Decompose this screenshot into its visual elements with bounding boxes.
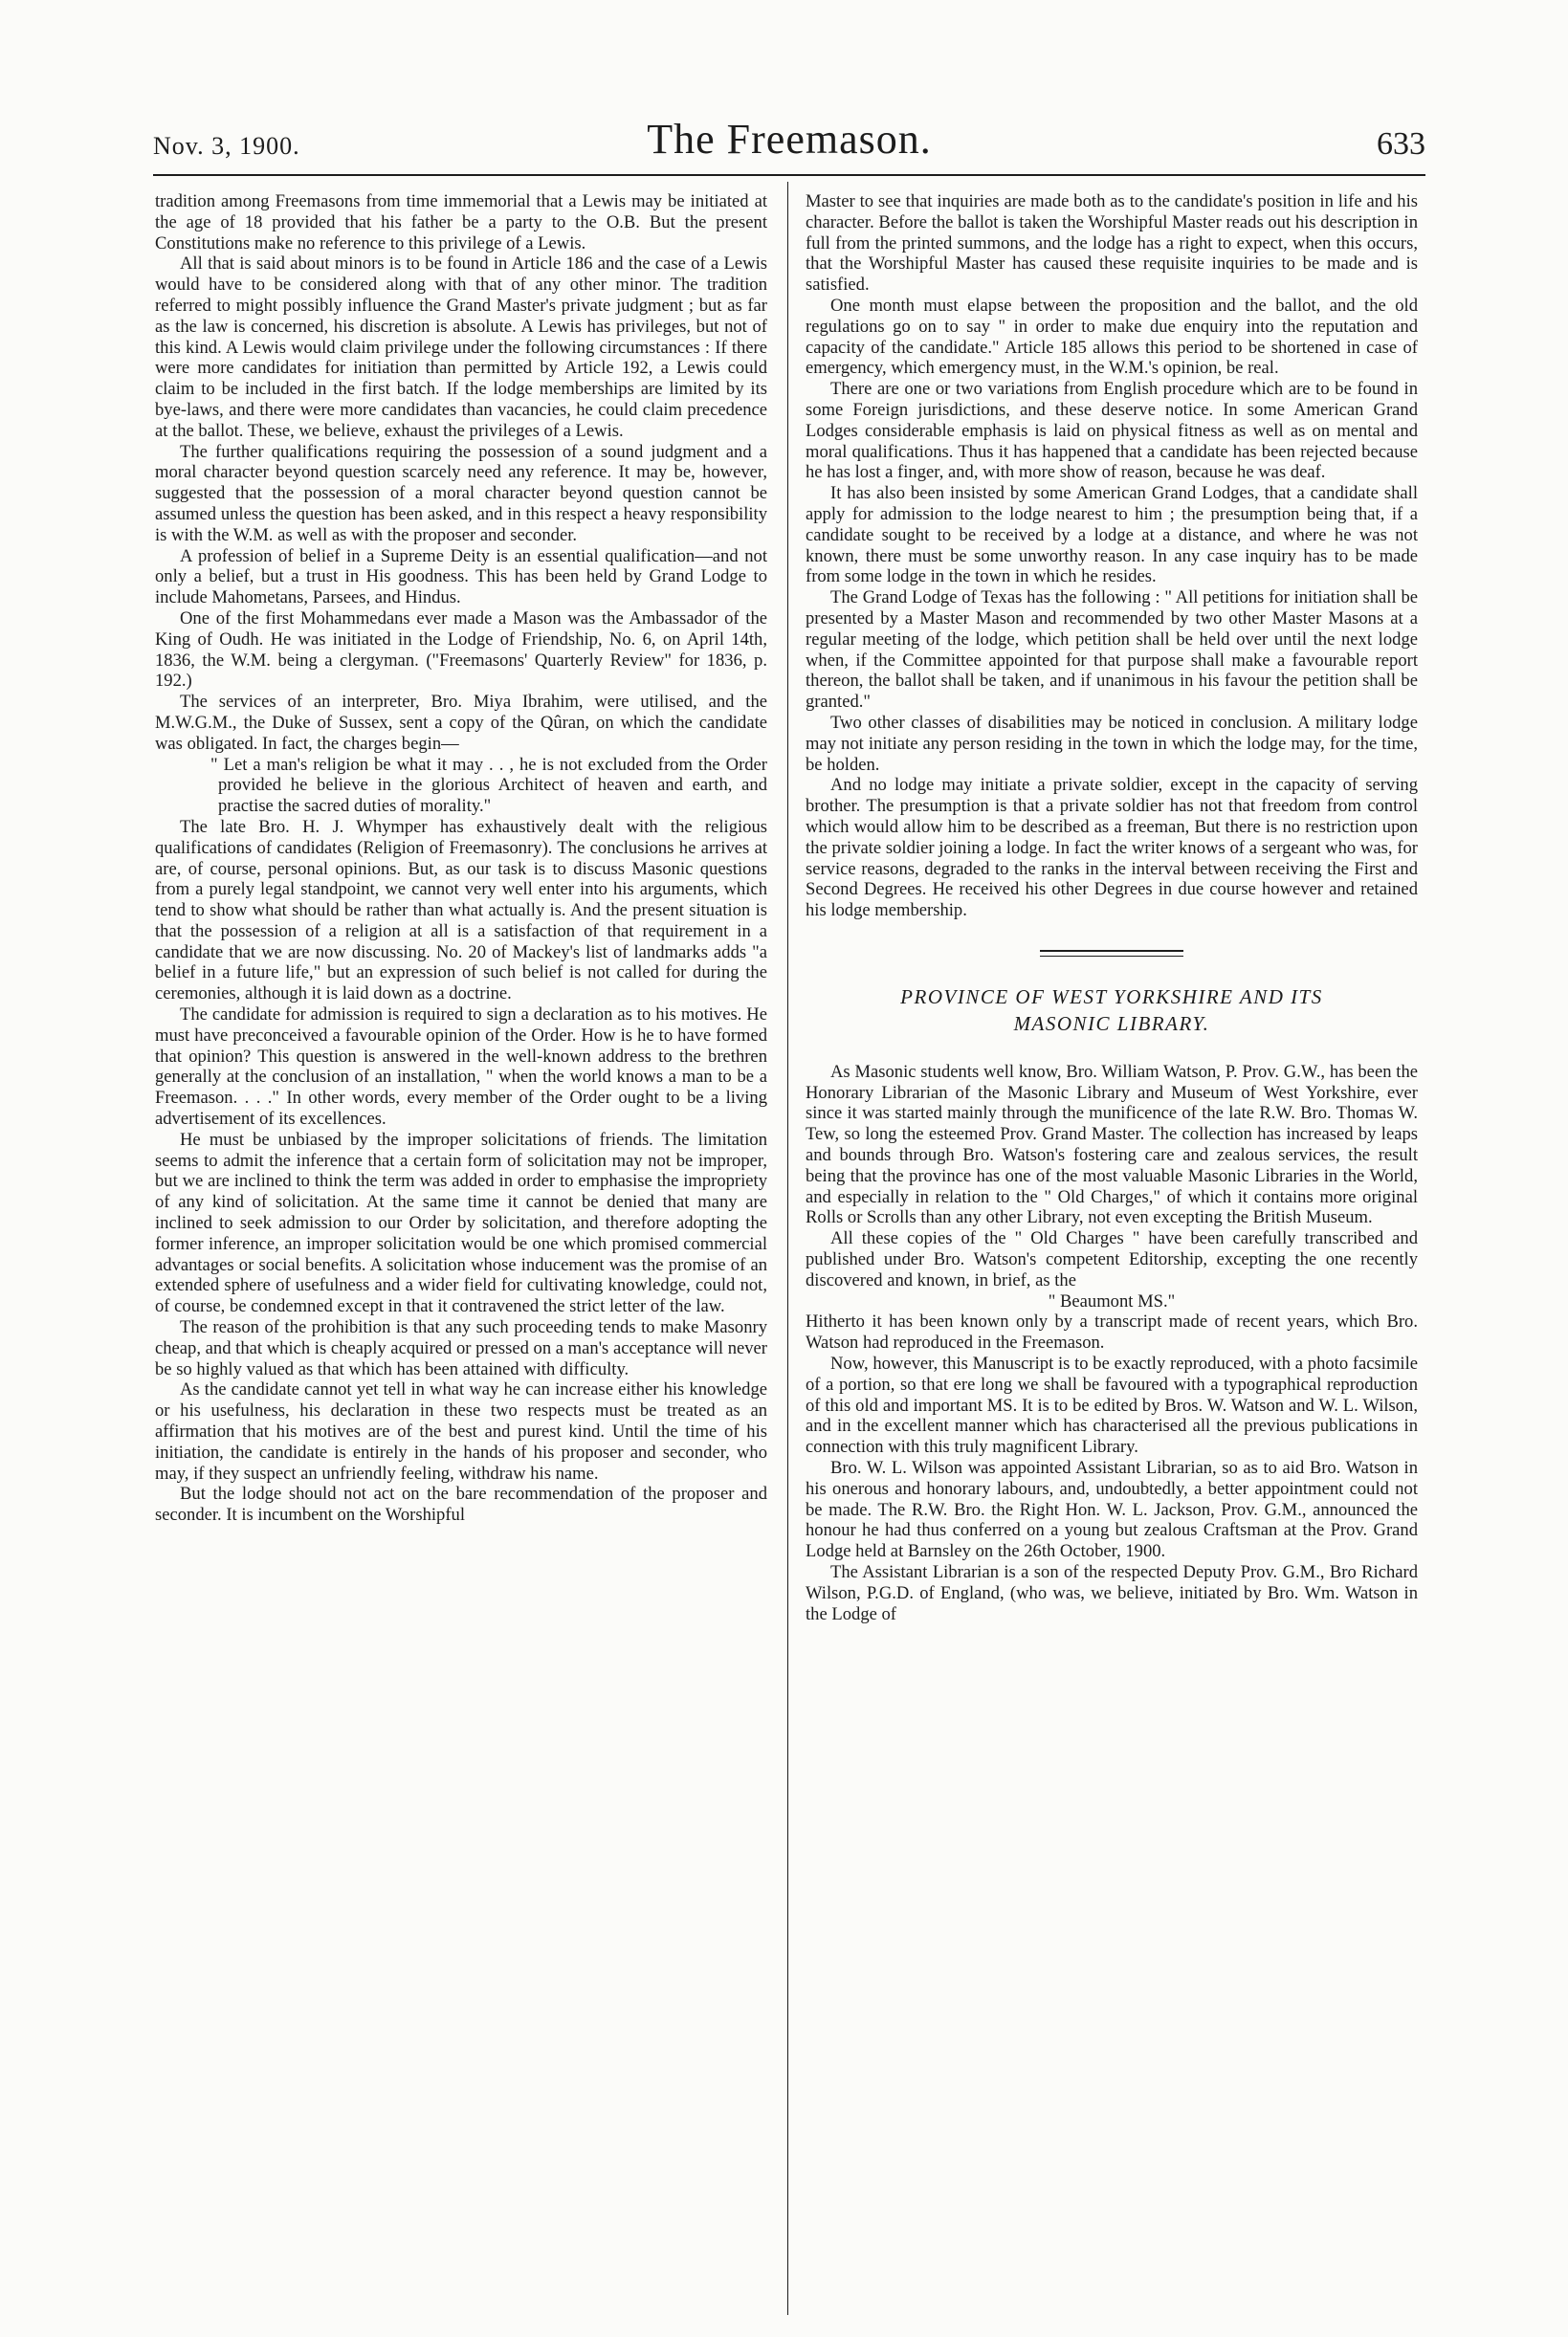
paragraph: The candidate for admission is required to sign a declaration as to his motives. He must have preconceived a favourable opinion of the Order. How is he to have formed that opinion? This question is answered in the well-known address to the brethren generally at the conclusion of an installation, " when the world knows a man to be a Freemason. . . ." In other words, every member of the Order ought to be a living advertisement of its excellences. bbox=[155, 1004, 767, 1130]
paragraph: tradition among Freemasons from time immemorial that a Lewis may be initiated at the age of 18 provided that his father be a party to the O.B. But the present Constitutions make no reference to this privilege of a Lewis. bbox=[155, 191, 767, 254]
section-rule bbox=[1040, 950, 1183, 952]
paragraph: Master to see that inquiries are made both as to the candidate's position in life and his character. Before the ballot is taken the Worshipful Master reads out his description in full from the printed summons, and the lodge has a right to expect, when this occurs, that the Worshipful Master has caused these requisite inquiries to be made and is satisfied. bbox=[806, 191, 1418, 296]
header-rule bbox=[153, 174, 1425, 176]
paragraph: As the candidate cannot yet tell in what way he can increase either his knowledge or his usefulness, his declaration in these two respects must be treated as an affirmation that his motives are of the best and purest kind. Until the time of his initiation, the candidate is entirely in the hands of his proposer and seconder, who may, if they suspect an unfriendly feeling, withdraw his name. bbox=[155, 1379, 767, 1484]
paragraph: One month must elapse between the proposition and the ballot, and the old regulations go on to say " in order to make due enquiry into the reputation and capacity of the candidate." Article 185 allows this period to be shortened in case of emergency, which emergency must, in the W.M.'s opinion, be real. bbox=[806, 295, 1418, 379]
paragraph: The services of an interpreter, Bro. Miya Ibrahim, were utilised, and the M.W.G.M., the Duke of Sussex, sent a copy of the Qûran, on which the candidate was obligated. In fact, the charges begin— bbox=[155, 692, 767, 754]
column-divider bbox=[787, 182, 788, 2315]
manuscript-title: " Beaumont MS." bbox=[1048, 1290, 1176, 1312]
paragraph: One of the first Mohammedans ever made a Mason was the Ambassador of the King of Oudh. He was initiated in the Lodge of Friendship, No. 6, on April 14th, 1836, the W.M. being a clergyman. ("Freemasons' Quarterly Review" for 1836, p. 192.) bbox=[155, 607, 767, 692]
paragraph: Bro. W. L. Wilson was appointed Assistant Librarian, so as to aid Bro. Watson in his onerous and honorary labours, and, undoubtedly, a better appointment could not be made. The R.W. Bro. the Right Hon. W. L. Jackson, Prov. G.M., announced the honour he had thus conferred on a young but zealous Craftsman at the Prov. Grand Lodge held at Barnsley on the 26th October, 1900. bbox=[806, 1458, 1418, 1562]
section-heading-line: MASONIC LIBRARY. bbox=[1013, 1011, 1210, 1035]
paragraph: The further qualifications requiring the possession of a sound judgment and a moral character beyond question scarcely need any reference. It may be, however, suggested that the possession of a moral character beyond question cannot be assumed unless the question has been asked, and in this respect a heavy responsibility is with the W.M. as well as with the proposer and seconder. bbox=[155, 441, 767, 545]
newspaper-title: The Freemason. bbox=[647, 116, 932, 163]
paragraph: The Grand Lodge of Texas has the following : " All petitions for initiation shall be presented by a Master Mason and recommended by two other Master Masons at a regular meeting of the lodge, which petition shall be held over until the next lodge when, if the Committee appointed for that purpose shall make a favourable report thereon, the ballot shall be taken, and if unanimous in his favour the petition shall be granted." bbox=[806, 587, 1418, 713]
paragraph: As Masonic students well know, Bro. William Watson, P. Prov. G.W., has been the Honorary Librarian of the Masonic Library and Museum of West Yorkshire, ever since it was started mainly through the munificence of the late R.W. Bro. Thomas W. Tew, so long the esteemed Prov. Grand Master. The collection has increased by leaps and bounds through Bro. Watson's fostering care and zealous services, the result being that the province has one of the most valuable Masonic Libraries in the World, and especially in relation to the " Old Charges," of which it contains more original Rolls or Scrolls than any other Library, not even excepting the British Museum. bbox=[806, 1061, 1418, 1228]
page-number: 633 bbox=[1377, 126, 1425, 162]
masthead bbox=[153, 115, 1425, 163]
paragraph: There are one or two variations from English procedure which are to be found in some Foreign jurisdictions, and these deserve notice. In some American Grand Lodges considerable emphasis is laid on physical fitness as well as on mental and moral qualifications. Thus it has happened that a candidate has been rejected because he has lost a finger, and, with more show of reason, because he was deaf. bbox=[806, 379, 1418, 483]
paragraph: The late Bro. H. J. Whymper has exhaustively dealt with the religious qualifications of candidates (Religion of Freemasonry). The conclusions he arrives at are, of course, personal opinions. But, as our task is to discuss Masonic questions from a purely legal standpoint, we cannot very well enter into his arguments, which tend to show what should be rather than what actually is. And the present situation is that the possession of a religion at all is a satisfaction of that requirement in a candidate that we are now discussing. No. 20 of Mackey's list of landmarks adds "a belief in a future life," but an expression of such belief is not called for during the ceremonies, although it is laid down as a doctrine. bbox=[155, 816, 767, 1004]
paragraph: Hitherto it has been known only by a transcript made of recent years, which Bro. Watson had reproduced in the Freemason. bbox=[806, 1312, 1418, 1354]
section-heading bbox=[806, 983, 1418, 1037]
charges-quote: " Let a man's religion be what it may . . , he is not excluded from the Order provided he believe in the glorious Architect of heaven and earth, and practise the sacred duties of morality." bbox=[210, 754, 767, 817]
paragraph: Now, however, this Manuscript is to be exactly reproduced, with a photo facsimile of a portion, so that ere long we shall be favoured with a typographical reproduction of this old and important MS. It is to be edited by Bros. W. Watson and W. L. Wilson, and in the excellent manner which has characterised all the previous publications in connection with this truly magnificent Library. bbox=[806, 1354, 1418, 1458]
left-column bbox=[155, 191, 767, 1526]
issue-date: Nov. 3, 1900. bbox=[153, 132, 300, 160]
paragraph: And no lodge may initiate a private soldier, except in the capacity of serving brother. The presumption is that a private soldier has not that freedom from control which would allow him to be described as a freeman, But there is no restriction upon the private soldier joining a lodge. In fact the writer knows of a sergeant who was, for service reasons, degraded to the ranks in the interval between receiving the First and Second Degrees. He received his other Degrees in due course however and retained his lodge membership. bbox=[806, 775, 1418, 921]
paragraph: But the lodge should not act on the bare recommendation of the proposer and seconder. It is incumbent on the Worshipful bbox=[155, 1484, 767, 1526]
section-heading-line: PROVINCE OF WEST YORKSHIRE AND ITS bbox=[900, 984, 1323, 1008]
paragraph: All these copies of the " Old Charges " have been carefully transcribed and published under Bro. Watson's competent Editorship, excepting the one recently discovered and known, in brief, as the bbox=[806, 1228, 1418, 1290]
paragraph: A profession of belief in a Supreme Deity is an essential qualification—and not only a belief, but a trust in His goodness. This has been held by Grand Lodge to include Mahometans, Parsees, and Hindus. bbox=[155, 545, 767, 608]
paragraph: All that is said about minors is to be found in Article 186 and the case of a Lewis would have to be considered along with that of any other minor. The tradition referred to might possibly influence the Grand Master's private judgment ; but as far as the law is concerned, his discretion is absolute. A Lewis has privileges, but not of this kind. A Lewis would claim privilege under the following circumstances : If there were more candidates for initiation than permitted by Article 192, a Lewis could claim to be included in the first batch. If the lodge memberships are limited by its bye-laws, and there were more candidates than vacancies, he could claim precedence at the ballot. These, we believe, exhaust the privileges of a Lewis. bbox=[155, 254, 767, 441]
section-rule bbox=[1040, 956, 1183, 957]
paragraph: The Assistant Librarian is a son of the respected Deputy Prov. G.M., Bro Richard Wilson, P.G.D. of England, (who was, we believe, initiated by Bro. Wm. Watson in the Lodge of bbox=[806, 1562, 1418, 1624]
paragraph: Two other classes of disabilities may be noticed in conclusion. A military lodge may not initiate any person residing in the town in which the lodge may, for the time, be holden. bbox=[806, 712, 1418, 775]
right-column bbox=[806, 191, 1418, 1624]
paragraph: It has also been insisted by some American Grand Lodges, that a candidate shall apply for admission to the lodge nearest to him ; the presumption being that, if a candidate sought to be received by a lodge at a distance, and where he was not known, there must be some unworthy reason. In any case inquiry has to be made from some lodge in the town in which he resides. bbox=[806, 483, 1418, 587]
paragraph: The reason of the prohibition is that any such proceeding tends to make Masonry cheap, and that which is cheaply acquired or pressed on a man's acceptance will never be so highly valued as that which has been attained with difficulty. bbox=[155, 1317, 767, 1379]
paragraph: He must be unbiased by the improper solicitations of friends. The limitation seems to admit the inference that a certain form of solicitation may not be improper, but we are inclined to think the term was added in order to emphasise the impropriety of any kind of solicitation. At the same time it cannot be denied that many are inclined to seek admission to our Order by solicitation, and therefore adopting the former inference, an improper solicitation would be one which promised commercial advantages or social benefits. A solicitation whose inducement was the promise of an extended sphere of usefulness and a wider field for cultivating knowledge, could not, of course, be condemned except in that it contravened the strict letter of the law. bbox=[155, 1129, 767, 1317]
